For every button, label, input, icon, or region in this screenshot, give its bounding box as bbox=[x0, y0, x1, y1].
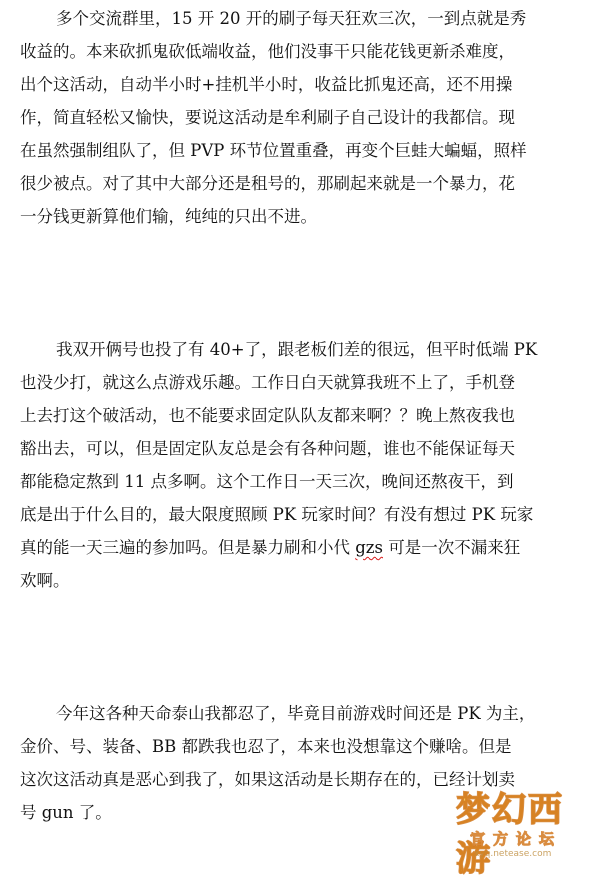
paragraph-line: 底是出于什么目的，最大限度照顾 PK 玩家时间？有没有想过 PK 玩家 bbox=[20, 505, 534, 524]
paragraph-2 bbox=[20, 333, 580, 597]
paragraph-1 bbox=[20, 2, 580, 233]
paragraph-line: 也没少打，就这么点游戏乐趣。工作日白天就算我班不上了，手机登 bbox=[20, 373, 515, 392]
paragraph-line: 都能稳定熬到 11 点多啊。这个工作日一天三次，晚间还熬夜干，到 bbox=[20, 472, 514, 491]
paragraph-line: 在虽然强制组队了，但 PVP 环节位置重叠，再变个巨蛙大蝙蝠，照样 bbox=[20, 141, 527, 160]
paragraph-line: 这次这活动真是恶心到我了，如果这活动是长期存在的，已经计划卖 bbox=[20, 770, 515, 789]
paragraph-line: 欢啊。 bbox=[20, 571, 70, 590]
line-text: 真的能一天三遍的参加吗。但是暴力刷和小代 bbox=[20, 538, 350, 557]
paragraph-3 bbox=[20, 697, 580, 829]
paragraph-line: 很少被点。对了其中大部分还是租号的，那刷起来就是一个暴力，花 bbox=[20, 174, 515, 193]
paragraph-line: 收益的。本来砍抓鬼砍低端收益，他们没事干只能花钱更新杀难度， bbox=[20, 42, 515, 61]
watermark-url: xyq.netease.com bbox=[474, 849, 552, 859]
paragraph-line: 作，简直轻松又愉快，要说这活动是牟利刷子自己设计的我都信。现 bbox=[20, 108, 515, 127]
paragraph-line: 出个这活动，自动半小时+挂机半小时，收益比抓鬼还高，还不用操 bbox=[20, 75, 513, 94]
spellcheck-word: gzs bbox=[355, 538, 383, 557]
paragraph-line: 多个交流群里，15 开 20 开的刷子每天狂欢三次，一到点就是秀 bbox=[56, 9, 527, 28]
paragraph-line: 今年这各种天命泰山我都忍了，毕竟目前游戏时间还是 PK 为主， bbox=[56, 704, 536, 723]
paragraph-line: 一分钱更新算他们输，纯纯的只出不进。 bbox=[20, 207, 317, 226]
paragraph-line bbox=[20, 531, 580, 564]
paragraph-line: 我双开俩号也投了有 40+了，跟老板们差的很远，但平时低端 PK bbox=[56, 340, 538, 359]
paragraph-line: 号 gun 了。 bbox=[20, 803, 112, 822]
line-text: 可是一次不漏来狂 bbox=[388, 538, 521, 557]
paragraph-line: 上去打这个破活动，也不能要求固定队队友都来啊？？晚上熬夜我也 bbox=[20, 406, 515, 425]
paragraph-line: 豁出去，可以，但是固定队友总是会有各种问题，谁也不能保证每天 bbox=[20, 439, 515, 458]
watermark-subtitle: 官方论坛 bbox=[470, 830, 563, 848]
paragraph-line: 金价、号、装备、BB 都跌我也忍了，本来也没想靠这个赚啥。但是 bbox=[20, 737, 512, 756]
watermark-title: 梦幻西游 bbox=[456, 790, 564, 879]
